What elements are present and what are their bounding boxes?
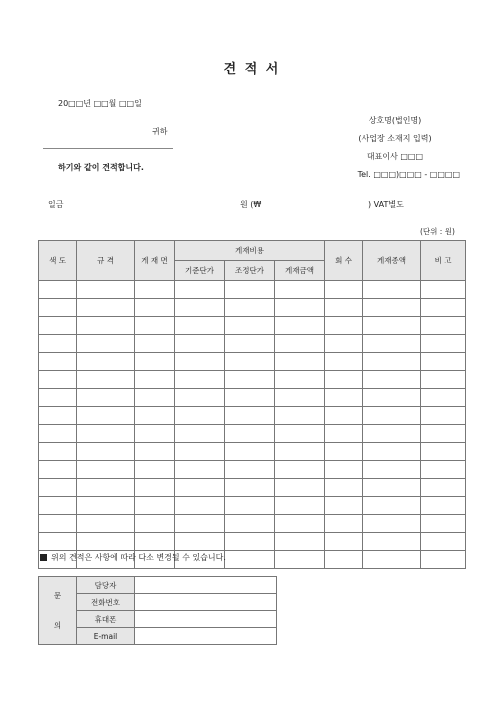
table-cell[interactable] <box>175 497 225 515</box>
table-cell[interactable] <box>39 497 77 515</box>
table-row <box>39 371 466 389</box>
table-cell[interactable] <box>421 497 466 515</box>
table-row <box>39 497 466 515</box>
table-cell[interactable] <box>135 335 175 353</box>
table-cell[interactable] <box>421 551 466 569</box>
document-title: 견 적 서 <box>223 62 281 77</box>
greeting-text: 하기와 같이 견적합니다. <box>58 163 144 172</box>
table-cell[interactable] <box>225 551 275 569</box>
quote-table-body <box>39 281 466 569</box>
table-cell[interactable] <box>135 533 175 551</box>
table-row <box>39 443 466 461</box>
table-cell[interactable] <box>421 533 466 551</box>
table-cell[interactable] <box>175 479 225 497</box>
table-row <box>39 299 466 317</box>
header-cost-group: 게재비용 <box>175 241 325 261</box>
table-cell[interactable] <box>77 515 135 533</box>
table-row <box>39 461 466 479</box>
table-cell[interactable] <box>225 281 275 299</box>
table-cell[interactable] <box>363 407 421 425</box>
contact-value-phone[interactable] <box>135 594 277 611</box>
table-cell[interactable] <box>325 515 363 533</box>
table-cell[interactable] <box>363 299 421 317</box>
contact-label-mobile: 휴대폰 <box>77 611 135 628</box>
table-cell[interactable] <box>175 443 225 461</box>
table-cell[interactable] <box>39 443 77 461</box>
header-count: 회 수 <box>325 241 363 281</box>
table-cell[interactable] <box>225 371 275 389</box>
contact-value-email[interactable] <box>135 628 277 645</box>
table-cell[interactable] <box>225 443 275 461</box>
table-row <box>39 515 466 533</box>
header-base-price: 기준단가 <box>175 261 225 281</box>
table-cell[interactable] <box>363 443 421 461</box>
table-cell[interactable] <box>77 299 135 317</box>
table-row <box>39 335 466 353</box>
table-cell[interactable] <box>325 353 363 371</box>
table-cell[interactable] <box>421 371 466 389</box>
table-cell[interactable] <box>421 479 466 497</box>
table-cell[interactable] <box>421 443 466 461</box>
table-cell[interactable] <box>77 335 135 353</box>
table-cell[interactable] <box>325 281 363 299</box>
table-cell[interactable] <box>275 515 325 533</box>
table-cell[interactable] <box>275 443 325 461</box>
table-cell[interactable] <box>175 389 225 407</box>
table-cell[interactable] <box>325 389 363 407</box>
table-cell[interactable] <box>325 371 363 389</box>
table-row <box>39 533 466 551</box>
table-cell[interactable] <box>275 533 325 551</box>
table-cell[interactable] <box>39 335 77 353</box>
amount-label: 일금 <box>48 200 64 209</box>
contact-label-manager: 담당자 <box>77 577 135 594</box>
table-cell[interactable] <box>135 353 175 371</box>
table-cell[interactable] <box>325 335 363 353</box>
table-cell[interactable] <box>39 515 77 533</box>
table-cell[interactable] <box>325 317 363 335</box>
table-cell[interactable] <box>77 389 135 407</box>
table-row <box>39 479 466 497</box>
table-cell[interactable] <box>421 389 466 407</box>
table-cell[interactable] <box>39 425 77 443</box>
table-cell[interactable] <box>39 461 77 479</box>
table-cell[interactable] <box>421 461 466 479</box>
table-cell[interactable] <box>421 425 466 443</box>
table-cell[interactable] <box>77 497 135 515</box>
header-spec: 규 격 <box>77 241 135 281</box>
supplier-tel: Tel. □□□)□□□ - □□□□ <box>357 170 460 179</box>
contact-label-email: E-mail <box>77 628 135 645</box>
contact-value-mobile[interactable] <box>135 611 277 628</box>
table-cell[interactable] <box>275 461 325 479</box>
supplier-info <box>330 112 460 184</box>
table-cell[interactable] <box>363 335 421 353</box>
table-cell[interactable] <box>135 299 175 317</box>
table-cell[interactable] <box>77 353 135 371</box>
table-row <box>39 317 466 335</box>
table-cell[interactable] <box>39 479 77 497</box>
header-page: 게 재 면 <box>135 241 175 281</box>
table-cell[interactable] <box>225 299 275 317</box>
table-cell[interactable] <box>175 425 225 443</box>
table-cell[interactable] <box>421 353 466 371</box>
table-cell[interactable] <box>175 281 225 299</box>
table-cell[interactable] <box>175 353 225 371</box>
header-remark: 비 고 <box>421 241 466 281</box>
table-row <box>39 281 466 299</box>
recipient-suffix: 귀하 <box>152 127 168 136</box>
table-cell[interactable] <box>421 515 466 533</box>
table-cell[interactable] <box>39 281 77 299</box>
table-cell[interactable] <box>325 479 363 497</box>
table-cell[interactable] <box>175 335 225 353</box>
table-row <box>39 407 466 425</box>
table-cell[interactable] <box>175 299 225 317</box>
table-cell[interactable] <box>77 371 135 389</box>
table-cell[interactable] <box>363 389 421 407</box>
quote-date: 20□□년 □□월 □□일 <box>58 99 142 108</box>
table-cell[interactable] <box>225 335 275 353</box>
table-cell[interactable] <box>225 317 275 335</box>
table-cell[interactable] <box>325 551 363 569</box>
amount-vat: ) VAT별도 <box>368 200 404 209</box>
table-cell[interactable] <box>325 407 363 425</box>
table-cell[interactable] <box>135 461 175 479</box>
recipient-underline <box>43 148 173 149</box>
table-cell[interactable] <box>135 281 175 299</box>
table-cell[interactable] <box>39 389 77 407</box>
contact-table <box>38 576 277 645</box>
quote-table <box>38 240 466 569</box>
table-cell[interactable] <box>275 479 325 497</box>
table-cell[interactable] <box>421 299 466 317</box>
table-cell[interactable] <box>39 353 77 371</box>
table-cell[interactable] <box>275 371 325 389</box>
supplier-ceo: 대표이사 □□□ <box>366 152 424 161</box>
supplier-address: (사업장 소재지 입력) <box>358 134 432 143</box>
table-cell[interactable] <box>135 497 175 515</box>
table-cell[interactable] <box>325 299 363 317</box>
table-cell[interactable] <box>175 515 225 533</box>
table-cell[interactable] <box>225 497 275 515</box>
table-cell[interactable] <box>77 317 135 335</box>
table-cell[interactable] <box>275 317 325 335</box>
supplier-company: 상호명(법인명) <box>368 116 422 125</box>
table-cell[interactable] <box>325 461 363 479</box>
table-cell[interactable] <box>421 281 466 299</box>
table-row <box>39 425 466 443</box>
table-cell[interactable] <box>325 443 363 461</box>
table-cell[interactable] <box>275 281 325 299</box>
square-bullet-icon <box>40 554 47 561</box>
table-cell[interactable] <box>275 407 325 425</box>
header-type: 게재종액 <box>363 241 421 281</box>
table-cell[interactable] <box>421 407 466 425</box>
table-cell[interactable] <box>77 407 135 425</box>
table-cell[interactable] <box>225 515 275 533</box>
table-cell[interactable] <box>135 479 175 497</box>
table-cell[interactable] <box>225 461 275 479</box>
table-cell[interactable] <box>175 371 225 389</box>
header-amount: 게재금액 <box>275 261 325 281</box>
table-cell[interactable] <box>275 551 325 569</box>
table-cell[interactable] <box>275 335 325 353</box>
table-cell[interactable] <box>135 443 175 461</box>
table-cell[interactable] <box>363 497 421 515</box>
contact-label-phone: 전화번호 <box>77 594 135 611</box>
table-cell[interactable] <box>363 515 421 533</box>
table-cell[interactable] <box>325 497 363 515</box>
table-cell[interactable] <box>225 353 275 371</box>
table-cell[interactable] <box>39 371 77 389</box>
contact-group-label-1: 문 <box>53 590 62 600</box>
header-color: 색 도 <box>39 241 77 281</box>
contact-group-label <box>39 577 77 645</box>
table-cell[interactable] <box>39 407 77 425</box>
table-cell[interactable] <box>363 461 421 479</box>
table-cell[interactable] <box>77 461 135 479</box>
table-cell[interactable] <box>39 317 77 335</box>
unit-note: (단위 : 원) <box>420 227 455 236</box>
table-cell[interactable] <box>421 335 466 353</box>
table-cell[interactable] <box>275 299 325 317</box>
table-cell[interactable] <box>175 533 225 551</box>
table-cell[interactable] <box>225 425 275 443</box>
table-cell[interactable] <box>275 389 325 407</box>
table-cell[interactable] <box>39 299 77 317</box>
table-cell[interactable] <box>135 407 175 425</box>
table-cell[interactable] <box>77 443 135 461</box>
table-cell[interactable] <box>363 551 421 569</box>
table-cell[interactable] <box>77 479 135 497</box>
notice-text: 위의 견적은 사항에 따라 다소 변경될 수 있습니다. <box>51 553 226 562</box>
contact-value-manager[interactable] <box>135 577 277 594</box>
table-cell[interactable] <box>39 533 77 551</box>
table-row <box>39 389 466 407</box>
table-cell[interactable] <box>363 533 421 551</box>
table-cell[interactable] <box>363 353 421 371</box>
table-cell[interactable] <box>363 317 421 335</box>
table-cell[interactable] <box>325 533 363 551</box>
table-cell[interactable] <box>363 479 421 497</box>
table-cell[interactable] <box>77 425 135 443</box>
table-cell[interactable] <box>325 425 363 443</box>
table-cell[interactable] <box>135 317 175 335</box>
amount-won: 원 (₩ <box>240 200 262 209</box>
table-cell[interactable] <box>175 317 225 335</box>
table-cell[interactable] <box>225 533 275 551</box>
contact-group-label-2: 의 <box>53 620 62 630</box>
table-cell[interactable] <box>275 425 325 443</box>
table-cell[interactable] <box>225 389 275 407</box>
table-cell[interactable] <box>363 281 421 299</box>
notice <box>40 552 226 563</box>
table-cell[interactable] <box>363 371 421 389</box>
table-cell[interactable] <box>225 479 275 497</box>
table-row <box>39 353 466 371</box>
table-cell[interactable] <box>77 533 135 551</box>
table-cell[interactable] <box>275 353 325 371</box>
table-cell[interactable] <box>135 389 175 407</box>
header-adj-price: 조정단가 <box>225 261 275 281</box>
table-cell[interactable] <box>363 425 421 443</box>
table-cell[interactable] <box>135 425 175 443</box>
table-cell[interactable] <box>225 407 275 425</box>
table-cell[interactable] <box>175 461 225 479</box>
table-cell[interactable] <box>135 515 175 533</box>
table-cell[interactable] <box>275 497 325 515</box>
table-cell[interactable] <box>175 407 225 425</box>
table-cell[interactable] <box>421 317 466 335</box>
table-cell[interactable] <box>77 281 135 299</box>
table-cell[interactable] <box>135 371 175 389</box>
